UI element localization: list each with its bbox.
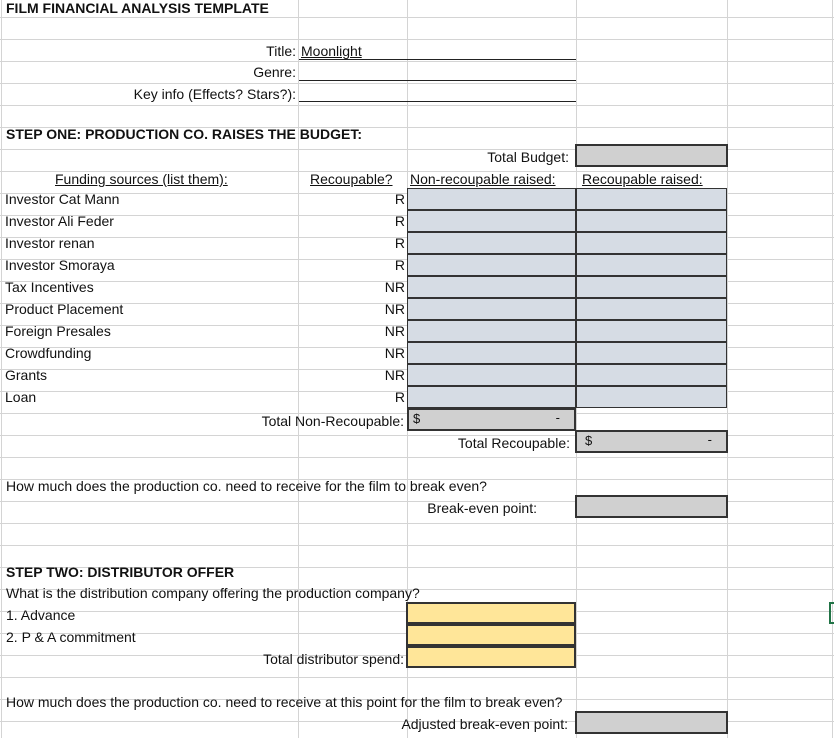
funding-source-name[interactable]: Tax Incentives [5, 279, 94, 295]
total-distributor-spend-cell[interactable] [406, 646, 576, 668]
currency-symbol: $ [585, 433, 593, 448]
keyinfo-label: Key info (Effects? Stars?): [133, 86, 296, 102]
recoupable-flag[interactable]: R [394, 191, 405, 207]
funding-source-name[interactable]: Product Placement [5, 301, 124, 317]
pa-commitment-cell[interactable] [406, 624, 576, 646]
grid-row-line [0, 457, 834, 458]
recoup-raised-cell[interactable] [576, 320, 727, 342]
recoupable-flag[interactable]: R [394, 235, 405, 251]
funding-source-name[interactable]: Foreign Presales [5, 323, 111, 339]
selected-cell-indicator [829, 602, 834, 624]
adjusted-breakeven-label: Adjusted break-even point: [401, 716, 568, 732]
col-header-funding: Funding sources (list them): [55, 171, 228, 187]
nonrecoup-raised-cell[interactable] [407, 188, 576, 210]
recoup-raised-cell[interactable] [576, 386, 727, 408]
distributor-question: What is the distribution company offering the production company? [6, 585, 420, 601]
total-budget-label: Total Budget: [487, 149, 569, 165]
recoupable-flag[interactable]: NR [384, 279, 405, 295]
step-two-heading: STEP TWO: DISTRIBUTOR OFFER [6, 564, 235, 580]
advance-label: 1. Advance [6, 607, 76, 623]
nonrecoup-raised-cell[interactable] [407, 298, 576, 320]
nonrecoup-raised-cell[interactable] [407, 276, 576, 298]
currency-symbol: $ [413, 411, 421, 426]
nonrecoup-raised-cell[interactable] [407, 386, 576, 408]
recoup-raised-cell[interactable] [576, 188, 727, 210]
grid-row-line [0, 105, 834, 106]
adjusted-breakeven-cell[interactable] [575, 711, 728, 734]
recoup-raised-cell[interactable] [576, 364, 727, 386]
funding-source-name[interactable]: Investor renan [5, 235, 95, 251]
sheet-title: FILM FINANCIAL ANALYSIS TEMPLATE [6, 0, 269, 16]
recoup-raised-cell[interactable] [576, 276, 727, 298]
col-header-recoup-raised: Recoupable raised: [582, 171, 703, 187]
adjusted-question: How much does the production co. need to receive at this point for the film to break even? [6, 694, 563, 710]
grid-row-line [0, 545, 834, 546]
total-nonrecoup-label: Total Non-Recoupable: [261, 413, 404, 429]
nonrecoup-raised-cell[interactable] [407, 364, 576, 386]
title-value[interactable]: Moonlight [301, 43, 362, 59]
grid-row-line [0, 677, 834, 678]
recoupable-flag[interactable]: R [394, 213, 405, 229]
col-header-nonrecoup-raised: Non-recoupable raised: [410, 171, 556, 187]
total-nonrecoup-cell[interactable] [407, 408, 576, 431]
genre-label: Genre: [253, 64, 296, 80]
funding-source-name[interactable]: Grants [5, 367, 48, 383]
recoup-raised-cell[interactable] [576, 210, 727, 232]
nonrecoup-raised-cell[interactable] [407, 232, 576, 254]
recoupable-flag[interactable]: NR [384, 301, 405, 317]
funding-source-name[interactable]: Crowdfunding [5, 345, 92, 361]
advance-cell[interactable] [406, 602, 576, 624]
breakeven-question: How much does the production co. need to receive for the film to break even? [6, 478, 487, 494]
total-budget-cell[interactable] [575, 144, 728, 167]
recoupable-flag[interactable]: NR [384, 345, 405, 361]
total-recoup-label: Total Recoupable: [457, 435, 570, 451]
grid-row-line [0, 61, 834, 62]
genre-underline [299, 80, 576, 81]
recoupable-flag[interactable]: R [394, 389, 405, 405]
recoup-raised-cell[interactable] [576, 342, 727, 364]
nonrecoup-raised-cell[interactable] [407, 342, 576, 364]
total-nonrecoup-value: - [555, 410, 560, 425]
grid-row-line [0, 523, 834, 524]
recoupable-flag[interactable]: R [394, 257, 405, 273]
pa-commitment-label: 2. P & A commitment [6, 629, 136, 645]
nonrecoup-raised-cell[interactable] [407, 254, 576, 276]
total-recoup-value: - [707, 432, 712, 447]
breakeven-cell[interactable] [575, 495, 728, 518]
recoup-raised-cell[interactable] [576, 254, 727, 276]
funding-source-name[interactable]: Loan [5, 389, 37, 405]
title-label: Title: [266, 43, 296, 59]
funding-source-name[interactable]: Investor Cat Mann [5, 191, 120, 207]
nonrecoup-raised-cell[interactable] [407, 210, 576, 232]
funding-source-name[interactable]: Investor Ali Feder [5, 213, 114, 229]
recoup-raised-cell[interactable] [576, 232, 727, 254]
funding-source-name[interactable]: Investor Smoraya [5, 257, 115, 273]
keyinfo-underline [299, 101, 576, 102]
col-header-recoupable: Recoupable? [310, 171, 393, 187]
total-recoup-cell[interactable] [575, 430, 728, 453]
nonrecoup-raised-cell[interactable] [407, 320, 576, 342]
recoup-raised-cell[interactable] [576, 298, 727, 320]
recoupable-flag[interactable]: NR [384, 323, 405, 339]
recoupable-flag[interactable]: NR [384, 367, 405, 383]
title-underline [299, 59, 576, 60]
grid-row-line [0, 39, 834, 40]
total-distributor-spend-label: Total distributor spend: [263, 651, 404, 667]
step-one-heading: STEP ONE: PRODUCTION CO. RAISES THE BUDGET: [6, 126, 362, 142]
breakeven-label: Break-even point: [427, 500, 537, 516]
